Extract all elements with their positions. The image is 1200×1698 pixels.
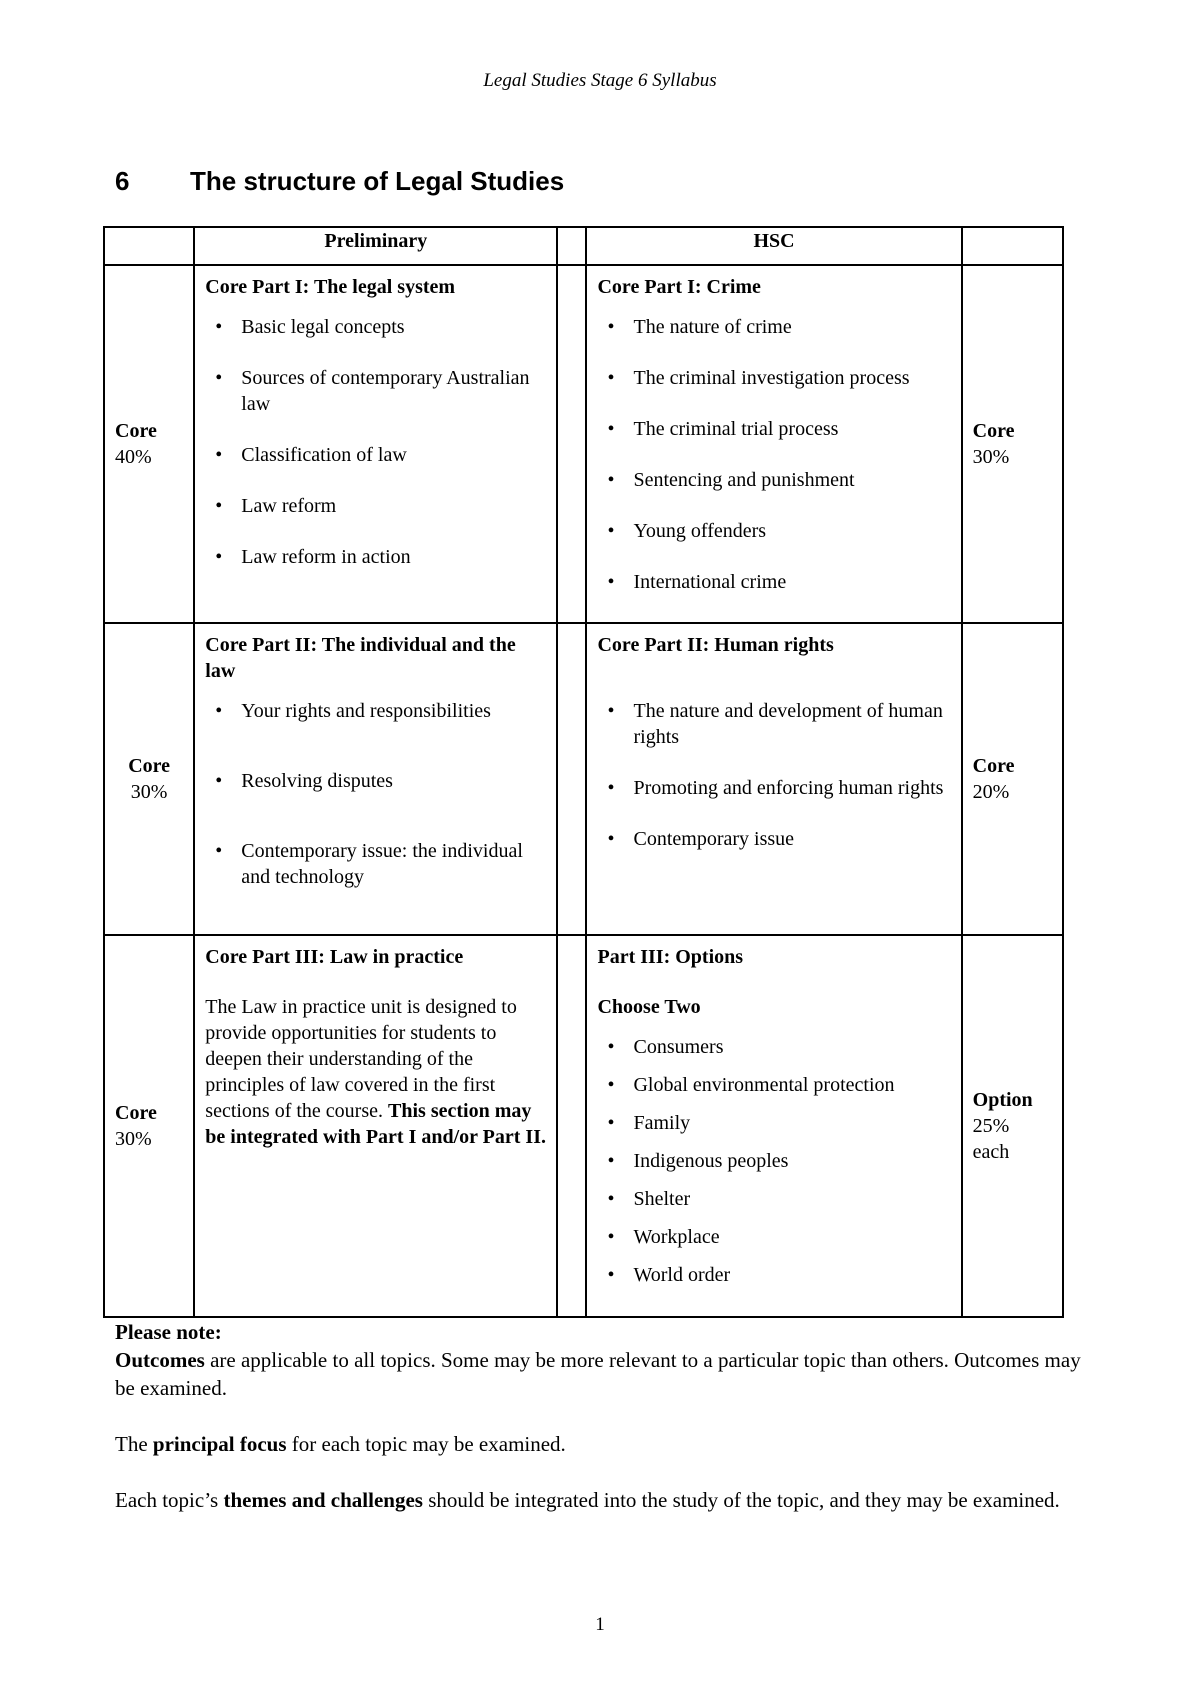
list-item: • Young offenders xyxy=(597,518,950,544)
topic-title: Core Part I: The legal system xyxy=(205,276,456,298)
gap-cell xyxy=(557,623,586,935)
weight-label: Core xyxy=(128,755,171,777)
row1-left-weight xyxy=(104,265,194,623)
structure-table xyxy=(103,226,1064,1318)
section-number: 6 xyxy=(115,166,130,196)
gap-cell xyxy=(557,265,586,623)
notes-p3-text: should be integrated into the study of the topic, and they may be examined. xyxy=(422,1488,1060,1512)
weight-value: 30% xyxy=(115,1128,152,1150)
weight-note: each xyxy=(972,1141,1010,1163)
row2-left-weight xyxy=(104,623,194,935)
row3-hsc-cell xyxy=(586,935,961,1317)
weight-value: 30% xyxy=(130,781,168,803)
row2-hsc-cell xyxy=(586,623,961,935)
row1-preliminary-cell xyxy=(194,265,557,623)
list-item: • Family xyxy=(597,1110,950,1136)
page-number: 1 xyxy=(595,1614,605,1635)
notes-p2-pre: The xyxy=(115,1432,153,1456)
row2-preliminary-cell xyxy=(194,623,557,935)
topic-list xyxy=(205,314,546,570)
topic-list xyxy=(597,698,950,852)
list-item: • Law reform xyxy=(205,493,546,519)
topic-list xyxy=(597,314,950,595)
header-right-cell xyxy=(962,227,1063,265)
weight-label: Core xyxy=(115,1102,157,1124)
weight-label: Core xyxy=(972,755,1015,777)
notes-heading: Please note: xyxy=(115,1320,222,1344)
topic-title: Part III: Options xyxy=(597,946,744,968)
row3-left-weight xyxy=(104,935,194,1317)
unit-description xyxy=(205,994,546,1150)
header-hsc: HSC xyxy=(586,227,961,265)
list-item: • Sentencing and punishment xyxy=(597,467,950,493)
list-item: • The nature and development of human rights xyxy=(597,698,950,750)
row3-right-weight xyxy=(962,935,1063,1317)
list-item: • Global environmental protection xyxy=(597,1072,950,1098)
weight-label: Option xyxy=(972,1089,1033,1111)
topic-title: Core Part III: Law in practice xyxy=(205,946,464,968)
list-item: • Resolving disputes xyxy=(205,768,546,794)
weight-label: Core xyxy=(972,420,1015,442)
list-item: • Consumers xyxy=(597,1034,950,1060)
options-subtitle: Choose Two xyxy=(597,996,701,1018)
weight-value: 25% xyxy=(972,1115,1010,1137)
row2-right-weight xyxy=(962,623,1063,935)
list-item: • Basic legal concepts xyxy=(205,314,546,340)
gap-cell xyxy=(557,935,586,1317)
section-title: The structure of Legal Studies xyxy=(190,166,565,196)
running-header: Legal Studies Stage 6 Syllabus xyxy=(483,70,717,91)
notes-p1-bold: Outcomes xyxy=(115,1348,205,1372)
list-item: • The criminal investigation process xyxy=(597,365,950,391)
list-item: • Law reform in action xyxy=(205,544,546,570)
weight-value: 40% xyxy=(115,446,152,468)
header-gap-cell xyxy=(557,227,586,265)
list-item: • Contemporary issue: the individual and technology xyxy=(205,838,546,890)
list-item: • Classification of law xyxy=(205,442,546,468)
section-heading xyxy=(115,166,564,197)
row3-preliminary-cell xyxy=(194,935,557,1317)
table-header-row xyxy=(104,227,1063,265)
list-item: • Shelter xyxy=(597,1186,950,1212)
list-item: • Your rights and responsibilities xyxy=(205,698,546,724)
notes-p3-pre: Each topic’s xyxy=(115,1488,224,1512)
weight-value: 30% xyxy=(972,446,1010,468)
topic-title: Core Part I: Crime xyxy=(597,276,761,298)
weight-label: Core xyxy=(115,420,157,442)
notes-p3-bold: themes and challenges xyxy=(223,1488,423,1512)
table-row xyxy=(104,935,1063,1317)
topic-list xyxy=(597,1034,950,1288)
notes-p2-text: for each topic may be examined. xyxy=(286,1432,566,1456)
row1-hsc-cell xyxy=(586,265,961,623)
list-item: • Contemporary issue xyxy=(597,826,950,852)
topic-title: Core Part II: Human rights xyxy=(597,634,834,656)
header-left-cell xyxy=(104,227,194,265)
list-item: • Sources of contemporary Australian law xyxy=(205,365,546,417)
notes-p2-bold: principal focus xyxy=(152,1432,287,1456)
topic-list xyxy=(205,698,546,890)
list-item: • Indigenous peoples xyxy=(597,1148,950,1174)
list-item: • The nature of crime xyxy=(597,314,950,340)
table-row xyxy=(104,623,1063,935)
weight-value: 20% xyxy=(972,781,1010,803)
header-preliminary: Preliminary xyxy=(194,227,557,265)
unit-description-bold: This section may be integrated with Part I and/or Part II. xyxy=(205,1100,546,1148)
notes-p1-text: are applicable to all topics. Some may be more relevant to a particular topic than others. Outcomes may be examined. xyxy=(115,1348,1081,1400)
list-item: • World order xyxy=(597,1262,950,1288)
row1-right-weight xyxy=(962,265,1063,623)
list-item: • Promoting and enforcing human rights xyxy=(597,775,950,801)
topic-title: Core Part II: The individual and the law xyxy=(205,634,516,682)
list-item: • The criminal trial process xyxy=(597,416,950,442)
notes-section xyxy=(115,1318,1095,1542)
unit-description-text: The Law in practice unit is designed to provide opportunities for students to deepen their understanding of the principles of law covered in the first sections of the course. xyxy=(205,996,517,1122)
list-item: • International crime xyxy=(597,569,950,595)
list-item: • Workplace xyxy=(597,1224,950,1250)
table-row xyxy=(104,265,1063,623)
